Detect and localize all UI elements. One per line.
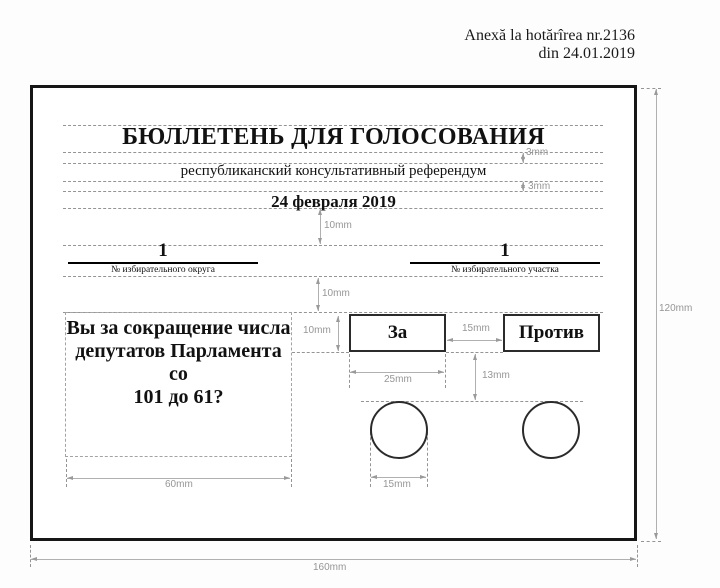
dim-label-ballot-height: 120mm xyxy=(659,303,693,314)
dim-arrow-subtitle-date-gap xyxy=(523,182,524,191)
ballot-subtitle: республиканский консультативный референдум xyxy=(180,163,487,179)
dim-arrow-between-options xyxy=(447,340,502,341)
dim-label-option-circle-gap: 13mm xyxy=(482,370,510,381)
dashed-extension-line xyxy=(641,88,661,89)
dim-arrow-fields-question-gap xyxy=(318,278,319,311)
dashed-guide-line xyxy=(63,276,603,277)
annex-annotation xyxy=(464,27,635,63)
option-box-no: Против xyxy=(503,314,600,352)
dim-arrow-option-width xyxy=(350,372,444,373)
dashed-extension-line xyxy=(427,432,428,487)
dim-arrow-title-subtitle-gap xyxy=(523,153,524,163)
dim-label-fields-question-gap: 10mm xyxy=(322,288,350,299)
dim-arrow-circle-diameter xyxy=(371,477,426,478)
dim-label-option-height: 10mm xyxy=(303,325,331,336)
annex-annotation-line1: Anexă la hotărîrea nr.2136 xyxy=(464,27,635,44)
district-number-field xyxy=(68,241,258,276)
question-line-3: 101 до 61? xyxy=(133,386,224,408)
precinct-number: 1 xyxy=(410,241,600,264)
precinct-label: № избирательного участка xyxy=(451,265,559,275)
dashed-extension-line xyxy=(446,352,503,353)
dashed-extension-line xyxy=(641,541,661,542)
dim-label-subtitle-date-gap: 3mm xyxy=(528,181,551,192)
precinct-number-field xyxy=(410,241,600,276)
dim-arrow-option-circle-gap xyxy=(475,354,476,400)
dim-label-title-subtitle-gap: 3mm xyxy=(526,147,549,158)
dashed-extension-line xyxy=(445,354,446,388)
dim-arrow-date-fields-gap xyxy=(320,209,321,244)
dashed-extension-line xyxy=(30,545,31,567)
dim-label-option-width: 25mm xyxy=(384,374,412,385)
dim-arrow-ballot-width xyxy=(31,559,636,560)
dim-label-date-fields-gap: 10mm xyxy=(324,220,352,231)
dashed-extension-line xyxy=(637,545,638,567)
ballot-date: 24 февраля 2019 xyxy=(271,192,396,211)
question-box xyxy=(65,312,292,457)
dashed-extension-line xyxy=(291,459,292,487)
stamp-circle-no xyxy=(522,401,580,459)
dashed-extension-line xyxy=(292,352,349,353)
dashed-extension-line xyxy=(66,459,67,487)
stamp-circle-yes xyxy=(370,401,428,459)
option-box-yes: За xyxy=(349,314,446,352)
dim-label-between-options: 15mm xyxy=(462,323,490,334)
dim-label-question-width: 60mm xyxy=(165,479,193,490)
dim-label-ballot-width: 160mm xyxy=(313,562,347,573)
question-line-2: депутатов Парламента со xyxy=(75,340,282,385)
district-label: № избирательного округа xyxy=(111,265,215,275)
dim-arrow-ballot-height xyxy=(656,89,657,539)
district-number: 1 xyxy=(68,241,258,264)
question-line-1: Вы за сокращение числа xyxy=(66,317,291,339)
annex-annotation-line2: din 24.01.2019 xyxy=(538,45,635,62)
ballot-title: БЮЛЛЕТЕНЬ ДЛЯ ГОЛОСОВАНИЯ xyxy=(122,124,545,150)
dim-label-circle-diameter: 15mm xyxy=(383,479,411,490)
dim-arrow-option-height xyxy=(338,316,339,351)
